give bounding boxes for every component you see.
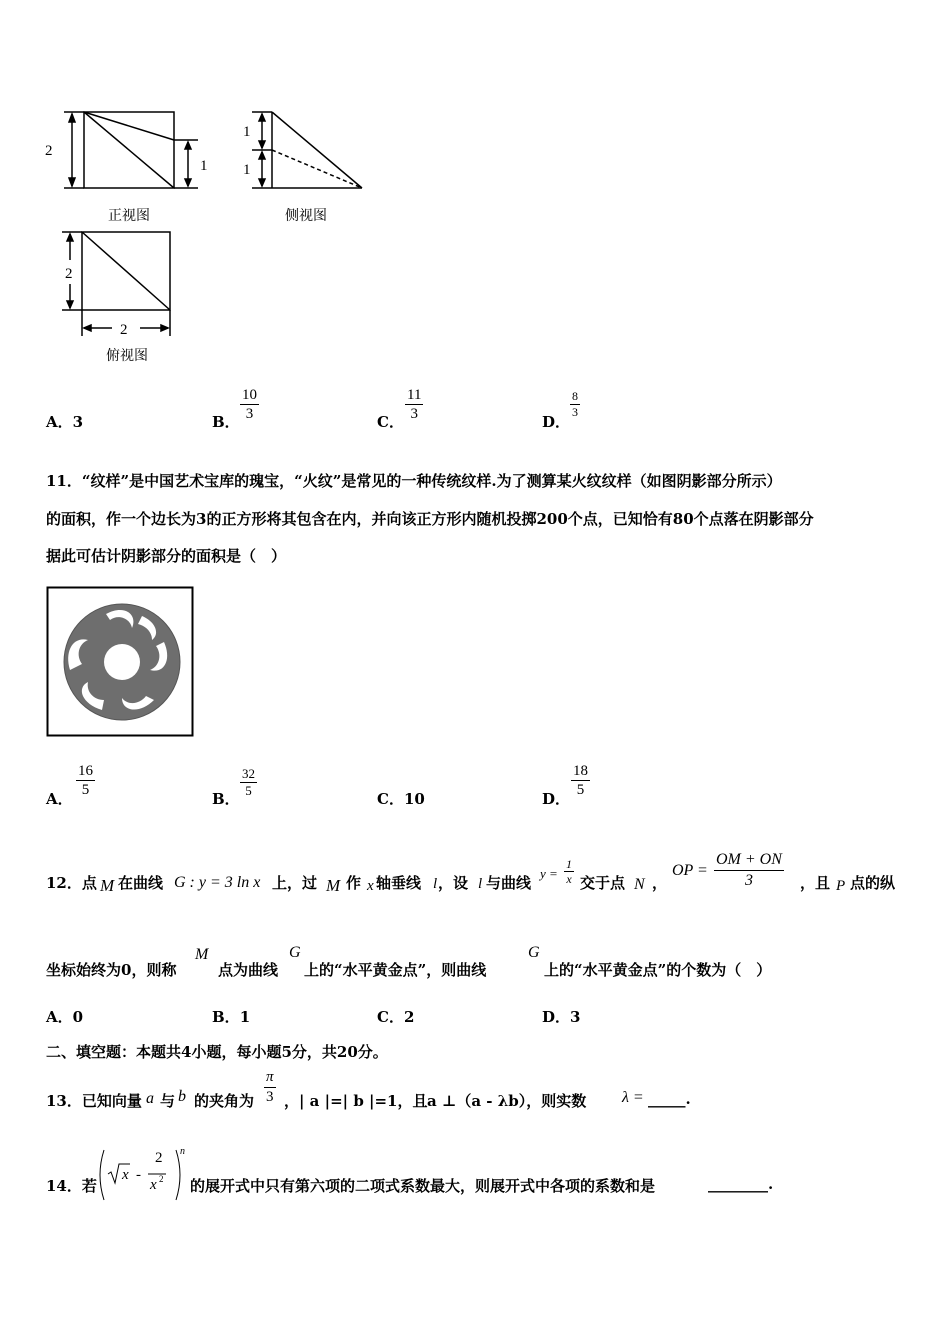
q14-t1: 14．若 bbox=[46, 1177, 97, 1195]
q12-p: P bbox=[836, 878, 846, 894]
q12-g-2: G bbox=[528, 944, 540, 961]
q14-answer-blank: ________. bbox=[708, 1175, 774, 1193]
denominator: 3 bbox=[410, 406, 418, 422]
q13-t2: 与 bbox=[160, 1092, 176, 1110]
q12-l-2: l bbox=[478, 876, 483, 892]
q12-op: OP = bbox=[672, 862, 708, 879]
q11-option-b-letter: B． bbox=[212, 790, 240, 808]
side-view bbox=[252, 112, 362, 188]
q10-option-a bbox=[46, 411, 83, 432]
denominator: 3 bbox=[744, 872, 753, 889]
q12-t2: 在曲线 bbox=[118, 874, 164, 892]
q10-option-b-fraction bbox=[240, 386, 259, 423]
q11-option-d-letter: D． bbox=[542, 790, 571, 808]
top-view-label: 俯视图 bbox=[106, 349, 148, 364]
denominator: 5 bbox=[576, 782, 585, 798]
q13-lambda: λ = bbox=[622, 1089, 644, 1106]
q14-minus: - bbox=[136, 1167, 141, 1183]
q11-line-1: 11．“纹样”是中国艺术宝库的瑰宝，“火纹”是常见的一种传统纹样.为了测算某火纹纹样（如图阴影部分所示） bbox=[46, 472, 782, 490]
q12-m-3: M bbox=[195, 946, 209, 963]
q14-t2: 的展开式中只有第六项的二项式系数最大，则展开式中各项的系数和是 bbox=[190, 1177, 656, 1195]
denominator: 5 bbox=[245, 783, 252, 798]
q13-angle-fraction bbox=[264, 1068, 276, 1107]
q12-t9: ，且 bbox=[800, 874, 831, 892]
q12-y-eq: y = bbox=[540, 866, 558, 881]
q10-option-b-letter: B． bbox=[212, 413, 240, 431]
q12-m: M bbox=[100, 876, 115, 895]
q12-t8: 交于点 bbox=[580, 874, 626, 892]
numerator: 10 bbox=[242, 387, 257, 403]
denominator: x bbox=[566, 872, 572, 886]
option-letter: B． bbox=[212, 1008, 240, 1026]
q13-t1: 13．已知向量 bbox=[46, 1092, 142, 1110]
q14-n: n bbox=[180, 1146, 185, 1157]
q11-option-a-fraction bbox=[76, 762, 95, 799]
q12-option-d bbox=[542, 1006, 580, 1027]
denominator: 3 bbox=[572, 405, 578, 419]
q12-x: x bbox=[367, 878, 374, 894]
option-letter: C． bbox=[377, 790, 404, 808]
q12-t6: ，设 bbox=[438, 874, 469, 892]
q11-option-c bbox=[377, 788, 425, 809]
q10-option-d-fraction bbox=[570, 389, 580, 420]
q12-comma: ， bbox=[652, 874, 668, 892]
q12-line2d: 上的“水平黄金点”的个数为（ ） bbox=[544, 961, 772, 979]
front-dim-left: 2 bbox=[45, 143, 53, 159]
option-value: 10 bbox=[403, 790, 425, 808]
denominator: 5 bbox=[81, 782, 90, 798]
q14-expression bbox=[96, 1146, 188, 1204]
option-value: 3 bbox=[570, 1008, 581, 1026]
q12-t10: 点的纵 bbox=[850, 874, 896, 892]
option-letter: A． bbox=[46, 1008, 73, 1026]
q13-t5: a ⊥（a - λb），则实数 bbox=[427, 1092, 587, 1110]
numerator: 16 bbox=[78, 763, 93, 779]
front-dim-right: 1 bbox=[200, 158, 208, 174]
q12-line2a: 坐标始终为0，则称 bbox=[46, 961, 177, 979]
denominator: 3 bbox=[245, 406, 254, 422]
fire-pattern-figure bbox=[46, 586, 196, 738]
q12-t3: 上，过 bbox=[272, 874, 318, 892]
q12-t4: 作 bbox=[346, 874, 362, 892]
three-view-figure bbox=[40, 100, 380, 370]
option-value: 2 bbox=[403, 1008, 415, 1026]
option-letter: A． bbox=[46, 413, 73, 431]
q12-option-b bbox=[212, 1006, 250, 1027]
q13-answer-blank: _____. bbox=[648, 1090, 691, 1108]
q14-sqrt-x: x bbox=[122, 1167, 129, 1183]
numerator: 8 bbox=[572, 389, 578, 403]
q12-inverse-fraction bbox=[564, 857, 574, 886]
top-dim-bottom: 2 bbox=[120, 322, 128, 338]
q10-option-c-letter: C． bbox=[377, 413, 404, 431]
option-value: 1 bbox=[239, 1008, 251, 1026]
q12-t5: 轴垂线 bbox=[376, 874, 422, 892]
q12-line2c: 上的“水平黄金点”，则曲线 bbox=[304, 961, 487, 979]
q11-option-a-letter: A． bbox=[46, 790, 73, 808]
side-dim-top: 1 bbox=[243, 124, 251, 140]
numerator: 11 bbox=[407, 387, 422, 403]
q12-l: l bbox=[433, 876, 438, 892]
q12-curve: G : y = 3 ln x bbox=[174, 874, 261, 891]
q13-t3: 的夹角为 bbox=[194, 1092, 255, 1110]
q12-op-fraction bbox=[714, 850, 784, 891]
q14-x: x bbox=[150, 1177, 157, 1193]
option-letter: D． bbox=[542, 1008, 571, 1026]
q13-t4: ，| a |=| b |=1，且 bbox=[284, 1092, 428, 1110]
q12-t7: 与曲线 bbox=[486, 874, 532, 892]
q13-a: a bbox=[146, 1090, 154, 1107]
option-letter: C． bbox=[377, 1008, 404, 1026]
side-dim-bottom: 1 bbox=[243, 162, 251, 178]
q11-option-b-fraction bbox=[240, 766, 257, 799]
q12-m-2: M bbox=[326, 876, 341, 895]
q10-option-d-letter: D． bbox=[542, 413, 571, 431]
section-heading: 二、填空题：本题共4小题，每小题5分，共20分。 bbox=[46, 1043, 388, 1061]
front-view-label: 正视图 bbox=[108, 209, 150, 224]
numerator: 18 bbox=[573, 763, 588, 779]
numerator: π bbox=[264, 1068, 276, 1088]
q10-option-c-fraction bbox=[405, 386, 423, 423]
q12-t1: 12．点 bbox=[46, 874, 97, 892]
q11-line-2: 的面积，作一个边长为3的正方形将其包含在内，并向该正方形内随机投掷200个点，已知恰有80个点落在阴影部分 bbox=[46, 510, 814, 528]
numerator: 1 bbox=[566, 857, 572, 871]
q14-square: 2 bbox=[159, 1174, 164, 1184]
q12-line2b: 点为曲线 bbox=[218, 961, 279, 979]
option-value: 3 bbox=[72, 413, 84, 431]
q12-option-a bbox=[46, 1006, 83, 1027]
q14-two: 2 bbox=[155, 1150, 163, 1166]
side-view-label: 侧视图 bbox=[285, 209, 327, 224]
q12-n: N bbox=[634, 876, 645, 893]
numerator: OM + ON bbox=[714, 850, 784, 871]
q12-g: G bbox=[289, 944, 301, 961]
denominator: 3 bbox=[266, 1089, 274, 1105]
front-view bbox=[64, 112, 198, 188]
top-dim-left: 2 bbox=[65, 266, 73, 282]
q11-line-3: 据此可估计阴影部分的面积是（ ） bbox=[46, 547, 287, 565]
option-value: 0 bbox=[72, 1008, 84, 1026]
q13-b: b bbox=[178, 1088, 186, 1105]
q12-option-c bbox=[377, 1006, 414, 1027]
numerator: 32 bbox=[242, 766, 255, 781]
top-view bbox=[62, 232, 170, 336]
q11-option-d-fraction bbox=[571, 762, 590, 799]
